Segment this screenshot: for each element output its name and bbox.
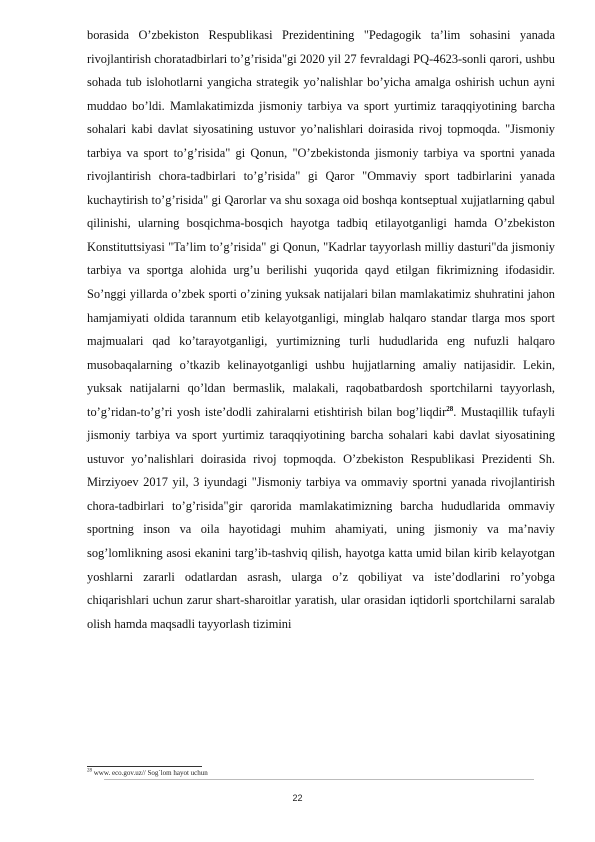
document-page xyxy=(87,24,555,636)
body-text-part-2: . Mustaqillik tufayli jismoniy tarbiya va sport yurtimiz taraqqiyotining barcha sohalari kabi davlat siyosatining ustuvor yo’nalishlari doirasida rivoj topmoqda. O’zbekiston Respublikasi Prezidenti Sh. Mirziyoev 2017 yil, 3 iyundagi "Jismoniy tarbiya va ommaviy sportni yanada rivojlantirish chora-tadbirlari to’g’risida"gir qarorida mamlakatimizning barcha hududlarida ommaviy sportning inson va oila hayotidagi muhim ahamiyati, uning jismoniy va ma’naviy sog’lomlikning asosi ekanini targ’ib-tashviq qilish, hayotga katta umid bilan kirib kelayotgan yoshlarni zararli odatlardan asrash, ularga o’z qobiliyat va iste’dodlarini ro’yobga chiqarishlari uchun zarur shart-sharoitlar yaratish, ular orasidan iqtidorli sportchilarni saralab olish hamda maqsadli tayyorlash tizimini xyxy=(87,404,556,631)
footer-separator xyxy=(104,779,534,780)
body-text-part-1: borasida O’zbekiston Respublikasi Prezidentining "Pedagogik ta’lim sohasini yanada rivojlantirish choratadbirlari to’g’risida"gi 2020 yil 27 fevraldagi PQ-4623-sonli qarori, ushbu sohada tub islohotlarni yangicha strategik yo’nalishlar bo’yicha amalga oshirish uchun ayni muddao bo’ldi. Mamlakatimizda jismoniy tarbiya va sport yurtimiz taraqqiyotining barcha sohalari kabi davlat siyosatining ustuvor yo’nalishlari doirasida rivoj topmoqda. "Jismoniy tarbiya va sport to’g’risida" gi Qonun, "O’zbekistonda jismoniy tarbiya va sportni yanada rivojlantirish chora-tadbirlari to’g’risida" gi Qaror "Ommaviy sport tadbirlarini yanada kuchaytirish to’g’risida" gi Qarorlar va shu soxaga oid boshqa kontseptual xujjatlarning qabul qilinishi, ularning bosqichma-bosqich hayotga tadbiq etilayotganligi hamda O’zbekiston Konstituttsiyasi "Ta’lim to’g’risida" gi Qonun, "Kadrlar tayyorlash milliy dasturi"da jismoniy tarbiya va sportga alohida urg’u berilishi yuqorida qayd etilgan fikrimizning ifodasidir. So’nggi yillarda o’zbek sporti o’zining yuksak natijalari bilan mamlakatimiz shuhratini jahon hamjamiyati oldida tarannum etib kelayotganligi, minglab halqaro standar tlarga mos sport majmualari qad ko’tarayotganligi, yurtimizning turli hududlarida eng nufuzli halqaro musobaqalarning o’tkazib kelinayotganligi ushbu hujjatlarning amaliy natijasidir. Lekin, yuksak natijalarni qo’ldan bermaslik, malakali, raqobatbardosh sportchilarni tayyorlash, to’g’ridan-to’g’ri yosh iste’dodli zahiralarni etishtirish bilan bog’liqdir xyxy=(87,28,555,419)
footnote-separator xyxy=(87,766,202,767)
body-paragraph xyxy=(87,24,555,636)
page-number: 22 xyxy=(292,793,303,803)
footnote-text: www. eco.gov.uz// Sog`lom hayot uchun xyxy=(92,769,208,777)
footnote xyxy=(87,769,208,778)
footnote-reference[interactable]: 28 xyxy=(446,404,454,413)
footnote-number: 28 xyxy=(87,768,92,774)
